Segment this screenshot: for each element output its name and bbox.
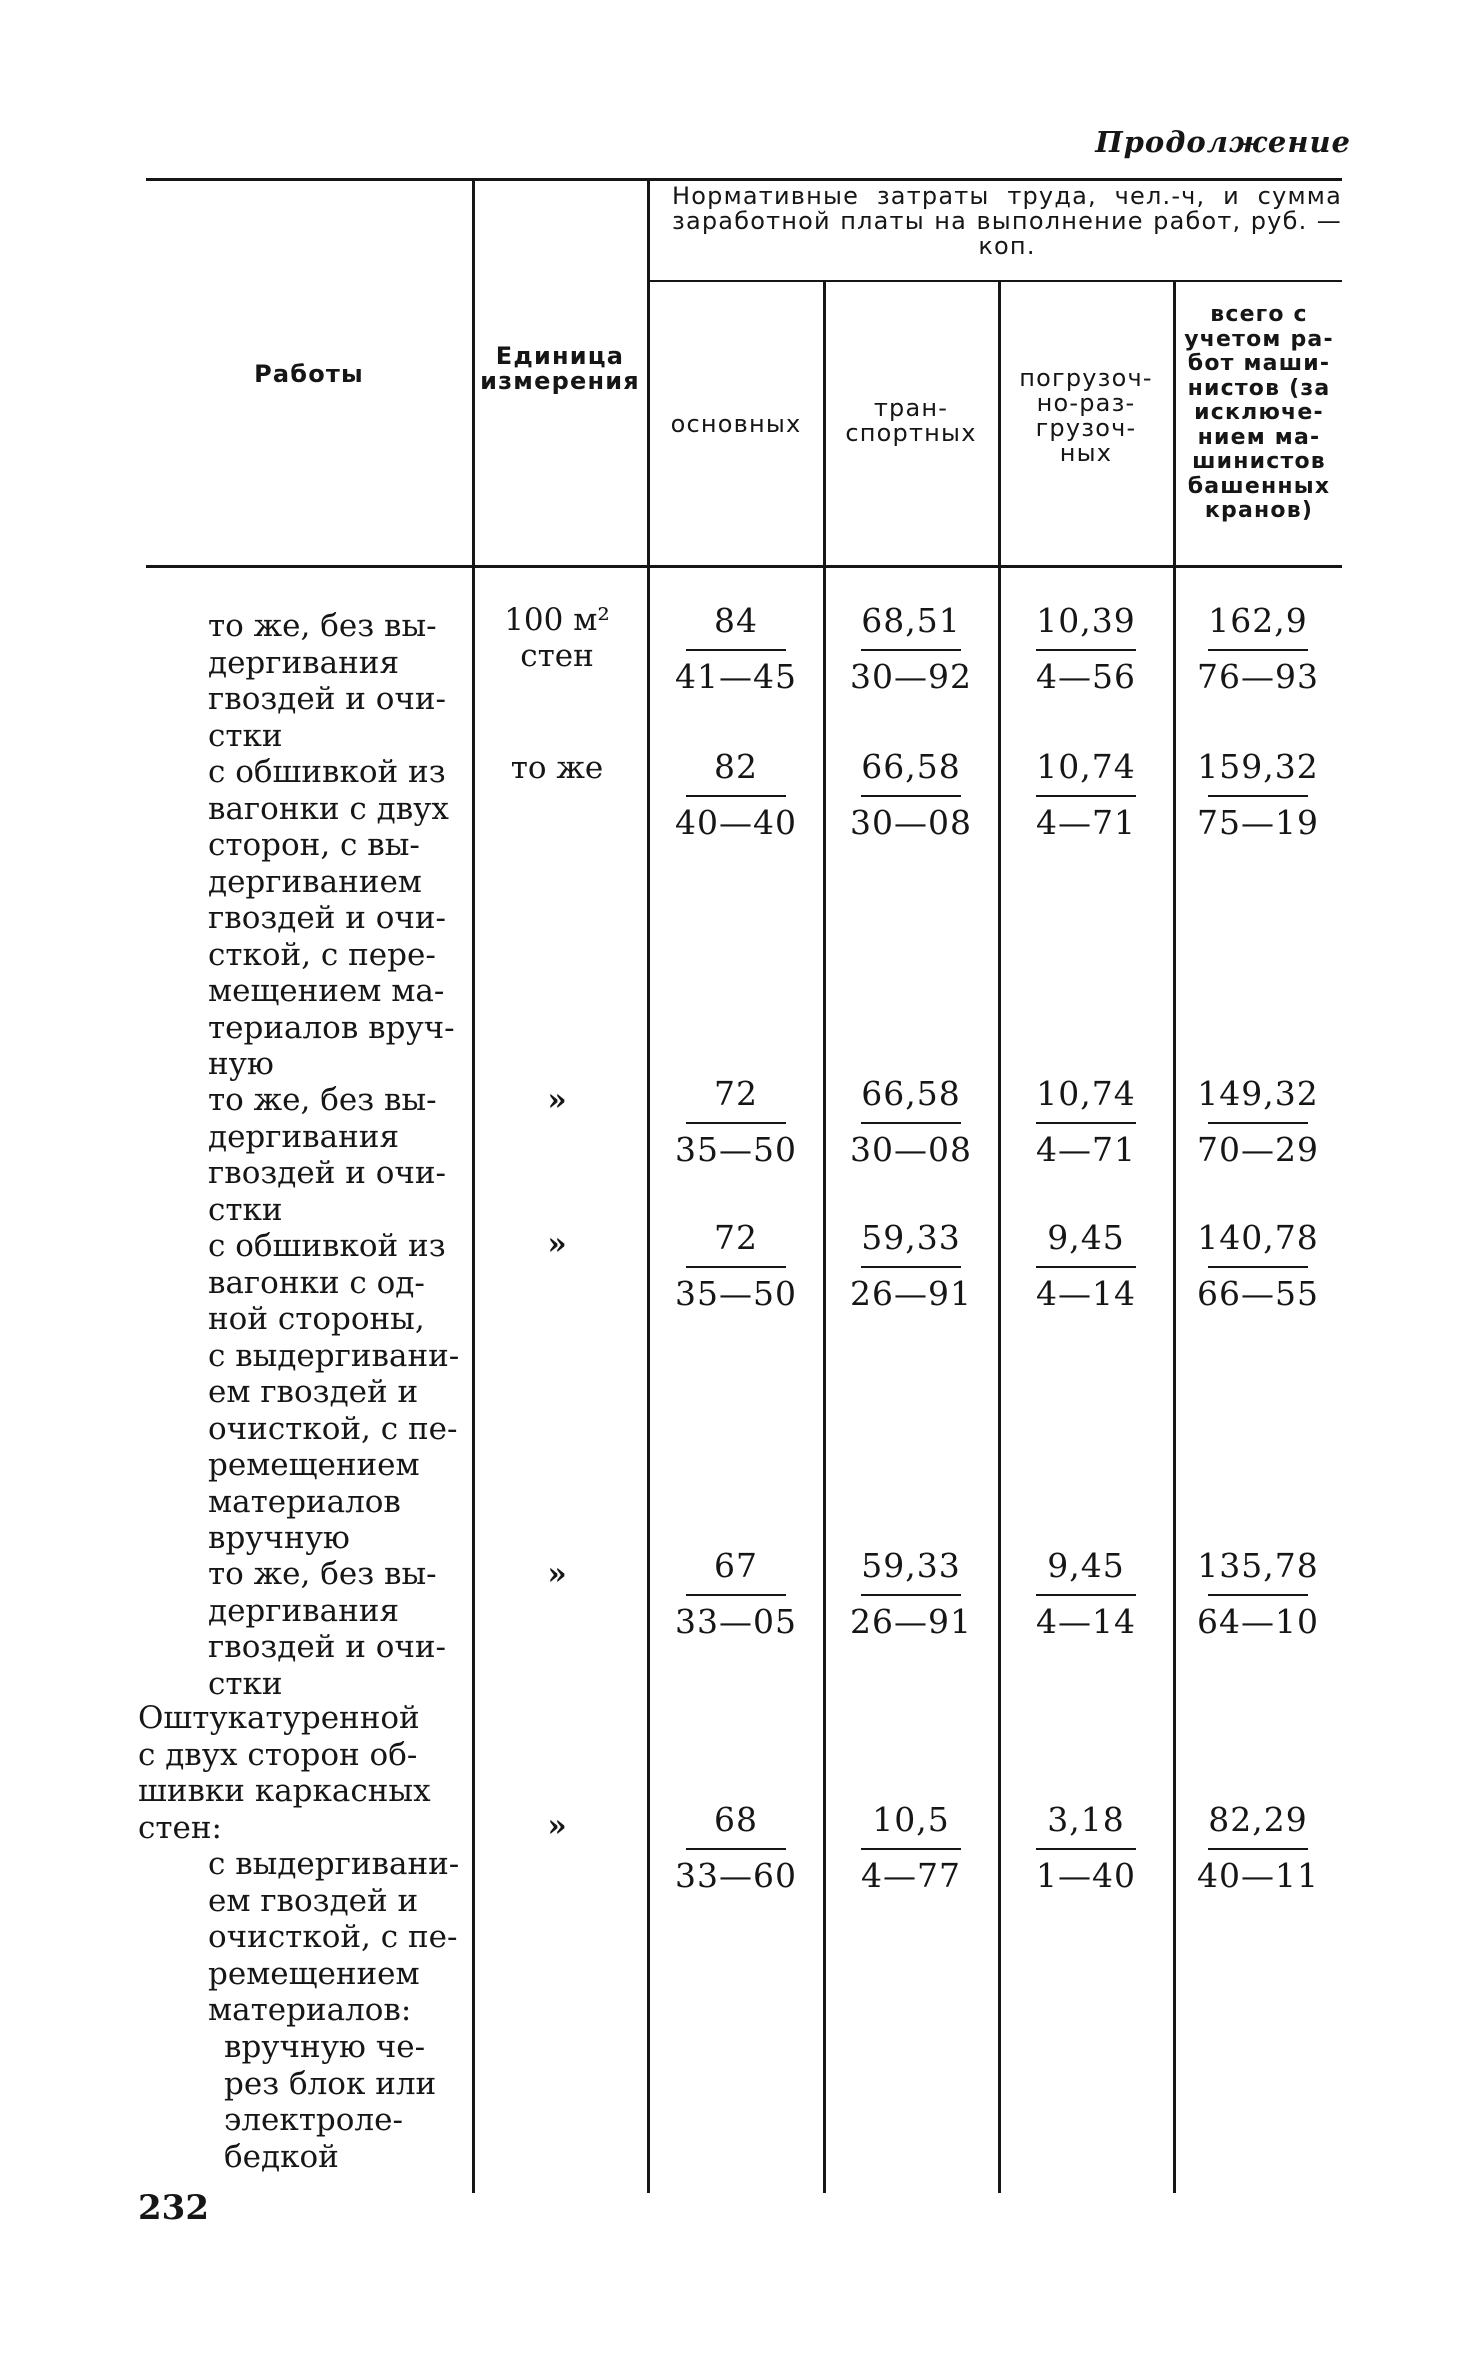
- row-2-main: 82 40—40: [675, 747, 797, 842]
- header-norm: Нормативные затраты труда, чел.-ч, и сумма заработной платы на выполнение работ, руб. — коп.: [672, 182, 1342, 260]
- row-5-work: то же, без вы- дергивания гвоздей и очи- стки: [208, 1556, 447, 1702]
- row-5-total: 135,78 64—10: [1197, 1546, 1319, 1641]
- header-transport: тран- спортных: [845, 394, 977, 447]
- column-divider-norm: [647, 181, 650, 2193]
- page-number: 232: [138, 2188, 209, 2228]
- header-main: основных: [670, 410, 802, 438]
- column-divider-loading: [998, 282, 1001, 2193]
- row-6-main: 68 33—60: [675, 1800, 797, 1895]
- row-5-transport: 59,33 26—91: [850, 1546, 972, 1641]
- row-1-main: 84 41—45: [675, 601, 797, 696]
- row-1-total: 162,9 76—93: [1197, 601, 1319, 696]
- row-2-loading: 10,74 4—71: [1036, 747, 1136, 842]
- row-3-loading: 10,74 4—71: [1036, 1074, 1136, 1169]
- column-divider-transport: [823, 282, 826, 2193]
- row-4-transport: 59,33 26—91: [850, 1218, 972, 1313]
- row-6-work-sub: вручную че- рез блок или электроле- бедкой: [224, 2029, 437, 2175]
- row-4-loading: 9,45 4—14: [1036, 1218, 1136, 1313]
- row-6-total: 82,29 40—11: [1197, 1800, 1319, 1895]
- row-2-transport: 66,58 30—08: [850, 747, 972, 842]
- row-1-loading: 10,39 4—56: [1036, 601, 1136, 696]
- row-6-work: с выдергивани- ем гвоздей и очисткой, с пе- ремещением материалов:: [208, 1846, 460, 2028]
- row-1-transport: 68,51 30—92: [850, 601, 972, 696]
- row-4-main: 72 35—50: [675, 1218, 797, 1313]
- header-subdivider-rule: [650, 280, 1342, 282]
- row-6-unit: »: [547, 1808, 567, 1844]
- row-6-transport: 10,5 4—77: [861, 1800, 961, 1895]
- row-1-work: то же, без вы- дергивания гвоздей и очи- стки: [208, 608, 447, 754]
- header-loading: погрузоч- но-раз- грузоч- ных: [1019, 364, 1153, 467]
- row-4-total: 140,78 66—55: [1197, 1218, 1319, 1313]
- row-5-main: 67 33—05: [675, 1546, 797, 1641]
- row-6-heading: Оштукатуренной с двух сторон об- шивки каркасных стен:: [138, 1700, 431, 1846]
- row-2-work: с обшивкой из вагонки с двух сторон, с вы- дергиванием гвоздей и очи- сткой, с пере- мещением ма- териалов вруч- ную: [208, 754, 455, 1082]
- row-3-work: то же, без вы- дергивания гвоздей и очи- стки: [208, 1082, 447, 1228]
- row-5-loading: 9,45 4—14: [1036, 1546, 1136, 1641]
- continued-label: Продолжение: [1095, 125, 1351, 159]
- row-3-transport: 66,58 30—08: [850, 1074, 972, 1169]
- row-2-total: 159,32 75—19: [1197, 747, 1319, 842]
- row-6-loading: 3,18 1—40: [1036, 1800, 1136, 1895]
- header-bottom-rule: [146, 565, 1342, 568]
- column-divider-total: [1173, 282, 1176, 2193]
- column-divider-unit: [472, 181, 475, 2193]
- table-top-rule: [146, 178, 1342, 181]
- header-work: Работы: [254, 360, 364, 388]
- row-3-main: 72 35—50: [675, 1074, 797, 1169]
- header-unit: Единица измерения: [480, 342, 640, 395]
- row-4-work: с обшивкой из вагонки с од- ной стороны, с выдергивани- ем гвоздей и очисткой, с пе- ремещением материалов вручную: [208, 1228, 460, 1556]
- row-3-unit: »: [547, 1082, 567, 1118]
- row-4-unit: »: [547, 1226, 567, 1262]
- row-1-unit: 100 м² стен: [504, 602, 610, 674]
- row-3-total: 149,32 70—29: [1197, 1074, 1319, 1169]
- row-2-unit: то же: [510, 750, 604, 786]
- header-total: всего с учетом ра- бот маши- нистов (за исключе- нием ма- шинистов башенных кранов): [1184, 302, 1334, 523]
- row-5-unit: »: [547, 1556, 567, 1592]
